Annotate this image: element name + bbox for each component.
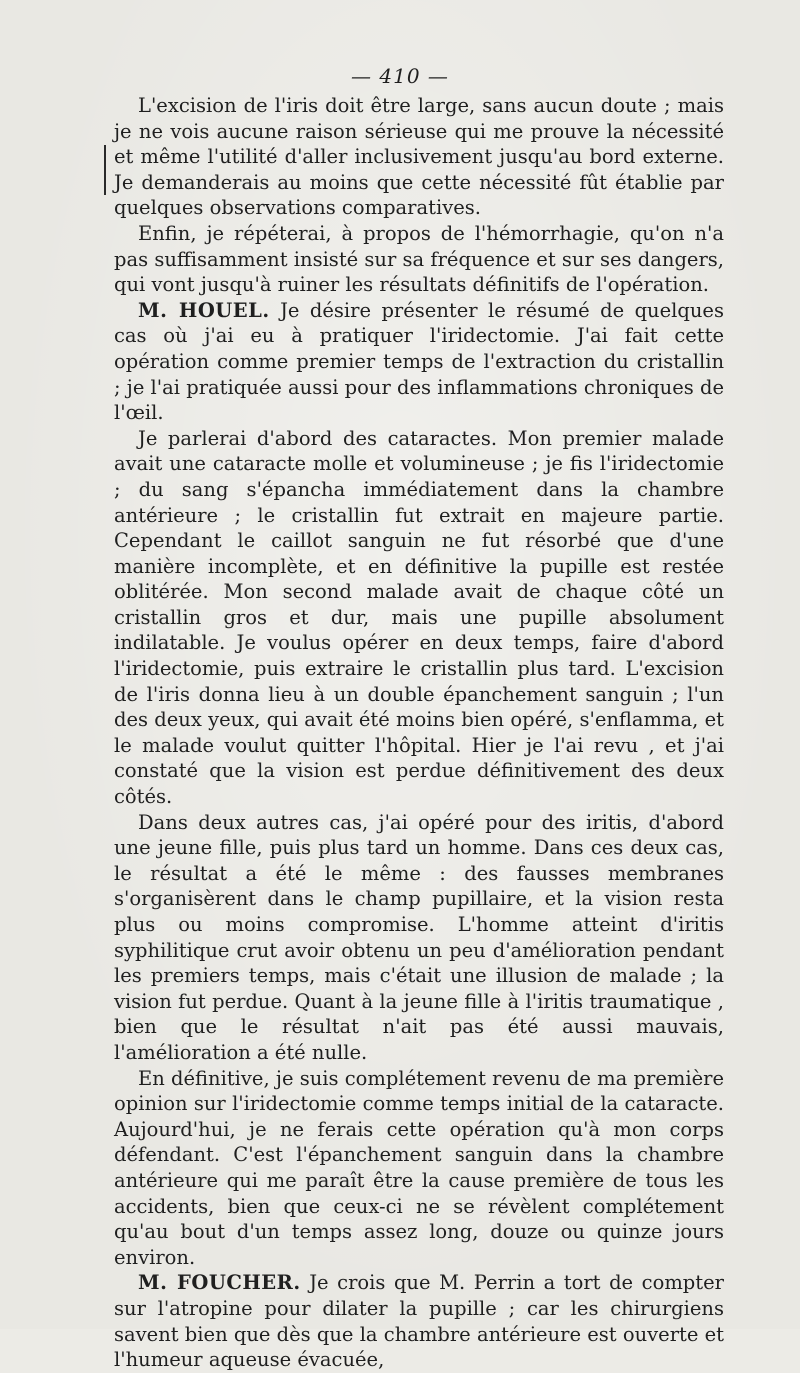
paragraph-text: Dans deux autres cas, j'ai opéré pour des iritis, d'abord une jeune fille, puis plus tard un homme. Dans ces deux cas, le résultat a été le même : des fausses membranes s'organisèrent dans le champ pupillaire, et la vision resta plus ou moins compromise. L'homme atteint d'iritis syphilitique crut avoir obtenu un peu d'amélioration pendant les premiers temps, mais c'était une illusion de malade ; la vision fut perdue. Quant à la jeune fille à l'iritis traumatique , bien que le résultat n'ait pas été aussi mauvais, l'amélioration a été nulle. (114, 810, 724, 1064)
paragraph-6 (114, 1066, 724, 1271)
margin-mark (104, 145, 106, 195)
paragraph-text: Enfin, je répéterai, à propos de l'hémorrhagie, qu'on n'a pas suffisamment insisté sur sa fréquence et sur ses dangers, qui vont jusqu'à ruiner les résultats définitifs de l'opération. (114, 221, 724, 297)
paragraph-2 (114, 221, 724, 298)
paragraph-1 (114, 93, 724, 221)
speaker-name: M. FOUCHER. (138, 1271, 301, 1295)
paragraph-text: En définitive, je suis complétement revenu de ma première opinion sur l'iridectomie comme temps initial de la cataracte. Aujourd'hui, je ne ferais cette opération qu'à mon corps défendant. C'est l'épanchement sanguin dans la chambre antérieure qui me paraît être la cause première de tous les accidents, bien que ceux-ci ne se révèlent complétement qu'au bout d'un temps assez long, douze ou quinze jours environ. (114, 1066, 724, 1269)
paragraph-text: Je désire présenter le résumé de quelques cas où j'ai eu à pratiquer l'iridectomie. J'ai fait cette opération comme premier temps de l'extraction du cristallin ; je l'ai pratiquée aussi pour des inflammations chroniques de l'œil. (114, 298, 724, 425)
paragraph-7 (114, 1270, 724, 1372)
page-number: — 410 — (351, 64, 449, 88)
paragraph-text: Je crois que M. Perrin a tort de compter sur l'atropine pour dilater la pupille ; car les chirurgiens savent bien que dès que la chambre antérieure est ouverte et l'humeur aqueuse évacuée, (114, 1271, 724, 1372)
paragraph-5 (114, 810, 724, 1066)
paragraph-3 (114, 298, 724, 426)
body-text (114, 93, 724, 1373)
paragraph-4 (114, 426, 724, 810)
paragraph-text: L'excision de l'iris doit être large, sans aucun doute ; mais je ne vois aucune raison sérieuse qui me prouve la nécessité et même l'utilité d'aller inclusivement jusqu'au bord externe. Je demanderais au moins que cette nécessité fût établie par quelques observations comparatives. (114, 94, 724, 220)
paragraph-text: Je parlerai d'abord des cataractes. Mon premier malade avait une cataracte molle et volumineuse ; je fis l'iridectomie ; du sang s'épancha immédiatement dans la chambre antérieure ; le cristallin fut extrait en majeure partie. Cependant le caillot sanguin ne fut résorbé que d'une manière incomplète, et en définitive la pupille est restée oblitérée. Mon second malade avait de chaque côté un cristallin gros et dur, mais une pupille absolument indilatable. Je voulus opérer en deux temps, faire d'abord l'iridectomie, puis extraire le cristallin plus tard. L'excision de l'iris donna lieu à un double épanchement sanguin ; l'un des deux yeux, qui avait été moins bien opéré, s'enflamma, et le malade voulut quitter l'hôpital. Hier je l'ai revu , et j'ai constaté que la vision est perdue définitivement des deux côtés. (114, 426, 724, 809)
speaker-name: M. HOUEL. (138, 298, 270, 322)
